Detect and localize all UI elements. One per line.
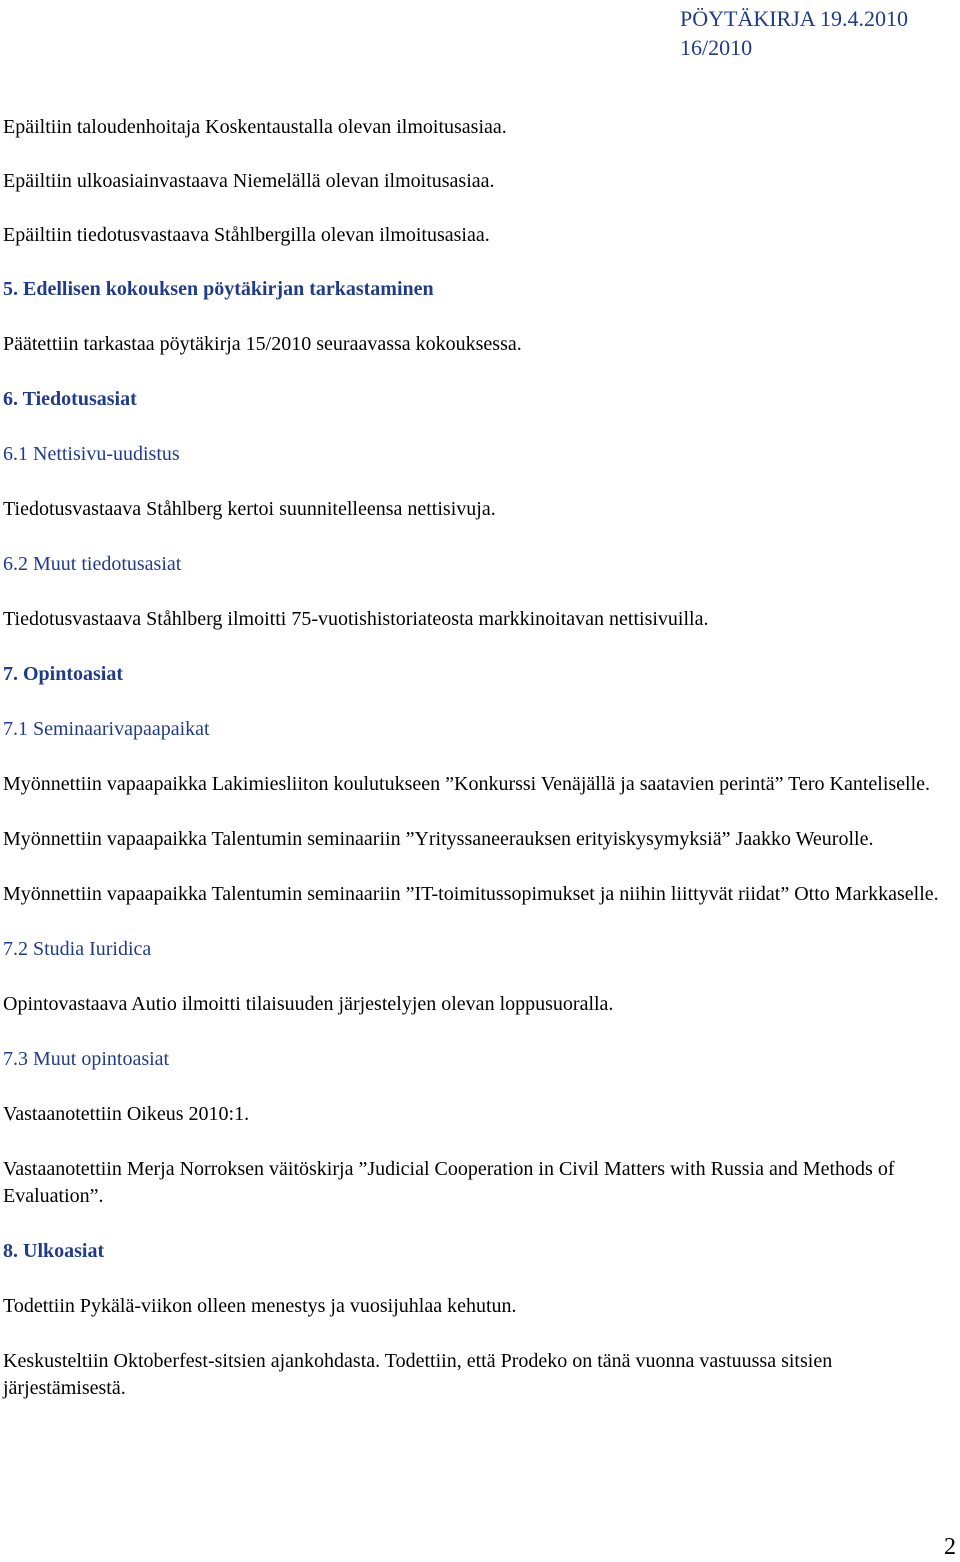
paragraph-dissertation: Vastaanotettiin Merja Norroksen väitöskirja ”Judicial Cooperation in Civil Matters with Russia and Methods of Evaluation”. <box>3 1158 895 1207</box>
paragraph-oktoberfest: Keskusteltiin Oktoberfest-sitsien ajankohdasta. Todettiin, että Prodeko on tänä vuonna vastuussa sitsien järjestämisestä. <box>3 1350 833 1399</box>
page-header <box>680 4 930 62</box>
subsection-heading-7-1: 7.1 Seminaarivapaapaikat <box>3 718 210 740</box>
section-heading-7: 7. Opintoasiat <box>3 663 124 685</box>
document-body <box>3 114 953 1402</box>
section-heading-6: 6. Tiedotusasiat <box>3 388 137 410</box>
paragraph-foreign-affairs: Epäiltiin ulkoasiainvastaava Niemelällä olevan ilmoitusasiaa. <box>3 170 495 192</box>
paragraph-communications: Epäiltiin tiedotusvastaava Ståhlbergilla olevan ilmoitusasiaa. <box>3 224 490 246</box>
paragraph-oikeus: Vastaanotettiin Oikeus 2010:1. <box>3 1103 250 1125</box>
subsection-heading-6-2: 6.2 Muut tiedotusasiat <box>3 553 182 575</box>
paragraph-history-book: Tiedotusvastaava Ståhlberg ilmoitti 75-vuotishistoriateosta markkinoitavan nettisivuilla. <box>3 608 709 630</box>
subsection-heading-7-3: 7.3 Muut opintoasiat <box>3 1048 170 1070</box>
paragraph-treasurer: Epäiltiin taloudenhoitaja Koskentaustalla olevan ilmoitusasiaa. <box>3 116 507 138</box>
paragraph-seminar-3: Myönnettiin vapaapaikka Talentumin seminaariin ”IT-toimitussopimukset ja niihin liittyvät riidat” Otto Markkaselle. <box>3 883 939 905</box>
paragraph-seminar-1: Myönnettiin vapaapaikka Lakimiesliiton koulutukseen ”Konkurssi Venäjällä ja saatavien perintä” Tero Kanteliselle. <box>3 773 931 795</box>
page-number: 2 <box>944 1534 956 1560</box>
paragraph-pykala-week: Todettiin Pykälä-viikon olleen menestys ja vuosijuhlaa kehutun. <box>3 1295 517 1317</box>
document-number: 16/2010 <box>680 35 753 60</box>
section-heading-5: 5. Edellisen kokouksen pöytäkirjan tarkastaminen <box>3 278 434 300</box>
paragraph-seminar-2: Myönnettiin vapaapaikka Talentumin seminaariin ”Yrityssaneerauksen erityiskysymyksiä” Jaakko Weurolle. <box>3 828 874 850</box>
paragraph-website: Tiedotusvastaava Ståhlberg kertoi suunnitelleensa nettisivuja. <box>3 498 496 520</box>
section-heading-8: 8. Ulkoasiat <box>3 1240 105 1262</box>
subsection-heading-6-1: 6.1 Nettisivu-uudistus <box>3 443 180 465</box>
paragraph-minutes-review: Päätettiin tarkastaa pöytäkirja 15/2010 seuraavassa kokouksessa. <box>3 333 522 355</box>
subsection-heading-7-2: 7.2 Studia Iuridica <box>3 938 152 960</box>
document-title: PÖYTÄKIRJA 19.4.2010 <box>680 6 908 31</box>
paragraph-studia-iuridica: Opintovastaava Autio ilmoitti tilaisuuden järjestelyjen olevan loppusuoralla. <box>3 993 614 1015</box>
